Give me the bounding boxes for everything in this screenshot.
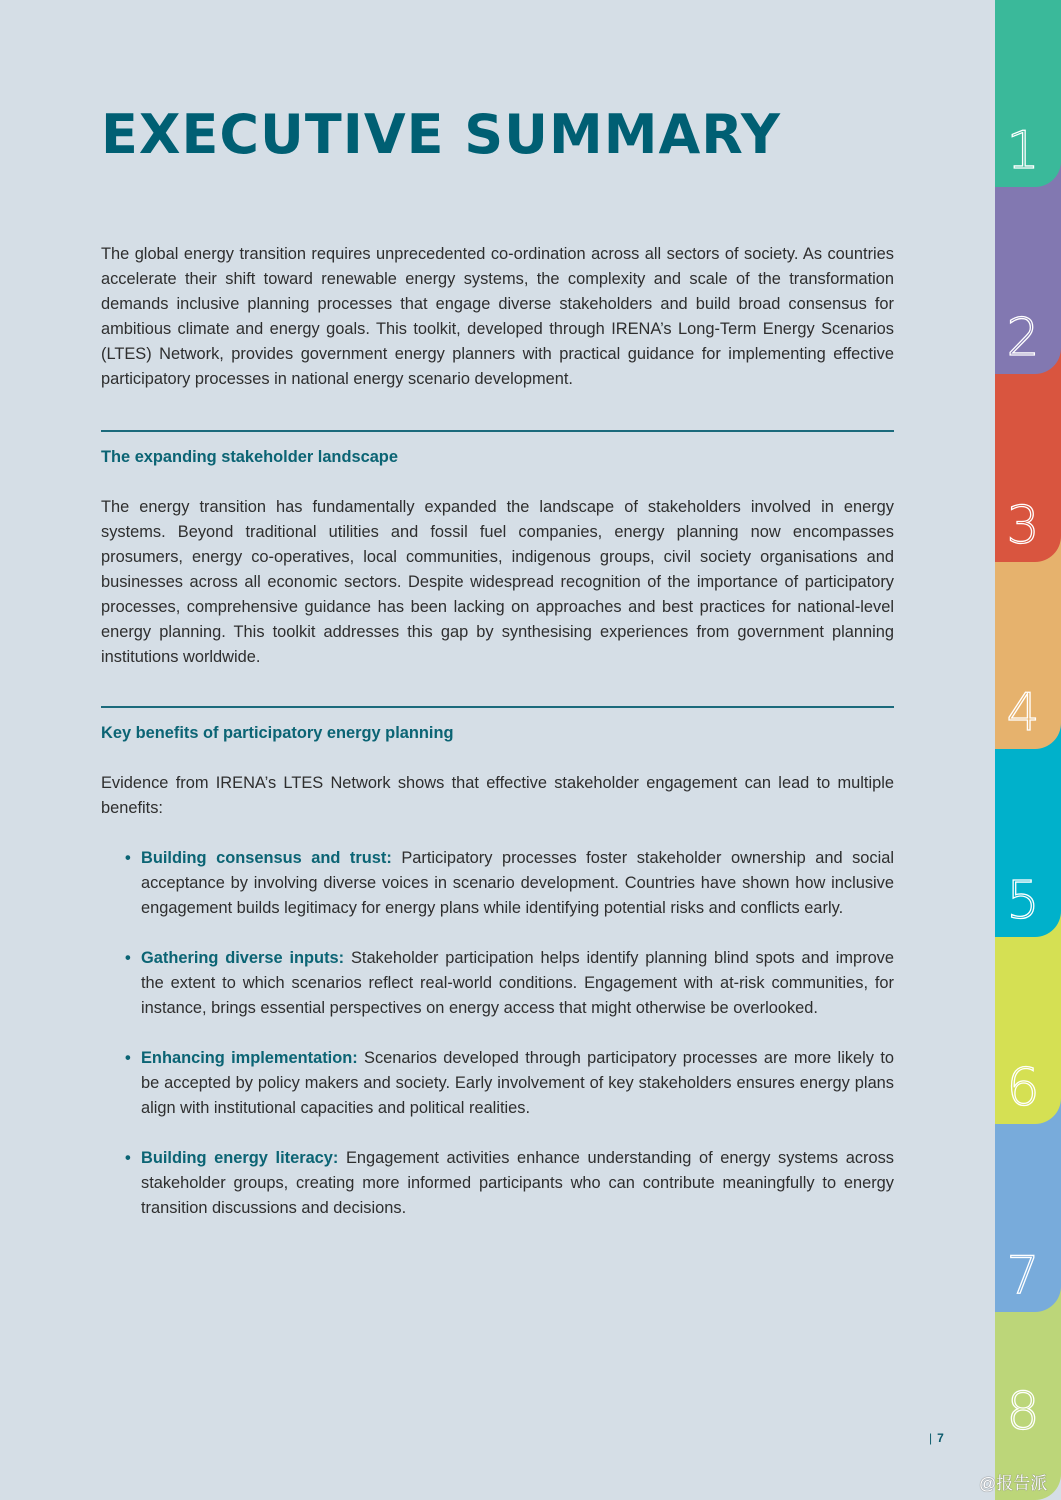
main-content xyxy=(101,242,894,1246)
page-title: EXECUTIVE SUMMARY xyxy=(101,103,782,166)
chapter-tabs xyxy=(995,0,1061,1500)
chapter-number: 8 xyxy=(1006,1382,1040,1442)
intro-paragraph: The global energy transition requires unprecedented co-ordination across all sectors of society. As countries accelerate their shift toward renewable energy systems, the complexity and scale of the transformation demands inclusive planning processes that engage diverse stakeholders and build broad consensus for ambitious climate and energy goals. This toolkit, developed through IRENA’s Long-Term Energy Scenarios (LTES) Network, provides government energy planners with practical guidance for implementing effective participatory processes in national energy scenario development. xyxy=(101,245,894,388)
benefit-item xyxy=(125,846,894,921)
section-heading-key-benefits: Key benefits of participatory energy planning xyxy=(101,724,454,742)
bullet-icon: • xyxy=(125,949,131,967)
section-divider xyxy=(101,430,894,432)
page-number xyxy=(929,1431,944,1445)
bullet-icon: • xyxy=(125,1049,131,1067)
chapter-number: 7 xyxy=(1006,1246,1040,1306)
benefit-text: Stakeholder participation helps identify planning blind spots and improve the extent to which scenarios reflect real-world conditions. Engagement with at-risk communities, for instance, brings essential perspectives on energy access that might otherwise be overlooked. xyxy=(141,949,894,1017)
chapter-number: 3 xyxy=(1006,496,1040,556)
chapter-number: 5 xyxy=(1006,871,1040,931)
benefit-title: Gathering diverse inputs: xyxy=(141,949,345,967)
benefit-text: Scenarios developed through participatory processes are more likely to be accepted by policy makers and society. Early involvement of key stakeholders ensures energy plans align with institutional capacities and political realities. xyxy=(141,1049,894,1117)
benefit-item xyxy=(125,946,894,1021)
chapter-number: 1 xyxy=(1006,121,1040,181)
page-number-value: 7 xyxy=(937,1431,944,1445)
bullet-icon: • xyxy=(125,1149,131,1167)
benefit-text: Participatory processes foster stakeholder ownership and social acceptance by involving diverse voices in scenario development. Countries have shown how inclusive engagement builds legitimacy for energy plans while identifying potential risks and conflicts early. xyxy=(141,849,894,917)
benefit-title: Enhancing implementation: xyxy=(141,1049,358,1067)
chapter-tab-1[interactable] xyxy=(995,0,1061,187)
key-benefits-intro: Evidence from IRENA’s LTES Network shows that effective stakeholder engagement can lead to multiple benefits: xyxy=(101,774,894,817)
benefit-item xyxy=(125,1146,894,1221)
stakeholder-landscape-paragraph: The energy transition has fundamentally expanded the landscape of stakeholders involved in energy systems. Beyond traditional utilities and fossil fuel companies, energy planning now encompasses prosumers, energy co-operatives, local communities, indigenous groups, civil society organisations and businesses across all economic sectors. Despite widespread recognition of the importance of participatory processes, comprehensive guidance has been lacking on approaches and best practices for national-level energy planning. This toolkit addresses this gap by synthesising experiences from government planning institutions worldwide. xyxy=(101,498,894,666)
page-number-divider: | xyxy=(929,1431,933,1445)
watermark: @报告派 xyxy=(979,1474,1048,1493)
bullet-icon: • xyxy=(125,849,131,867)
section-heading-stakeholder-landscape: The expanding stakeholder landscape xyxy=(101,448,398,466)
chapter-number: 6 xyxy=(1006,1058,1040,1118)
chapter-number: 2 xyxy=(1006,308,1040,368)
benefit-title: Building consensus and trust: xyxy=(141,849,392,867)
benefit-title: Building energy literacy: xyxy=(141,1149,339,1167)
benefit-text: Engagement activities enhance understanding of energy systems across stakeholder groups, creating more informed participants who can contribute meaningfully to energy transition discussions and decisions. xyxy=(141,1149,894,1217)
chapter-number: 4 xyxy=(1006,683,1040,743)
section-divider xyxy=(101,706,894,708)
benefits-list xyxy=(101,846,894,1221)
benefit-item xyxy=(125,1046,894,1121)
